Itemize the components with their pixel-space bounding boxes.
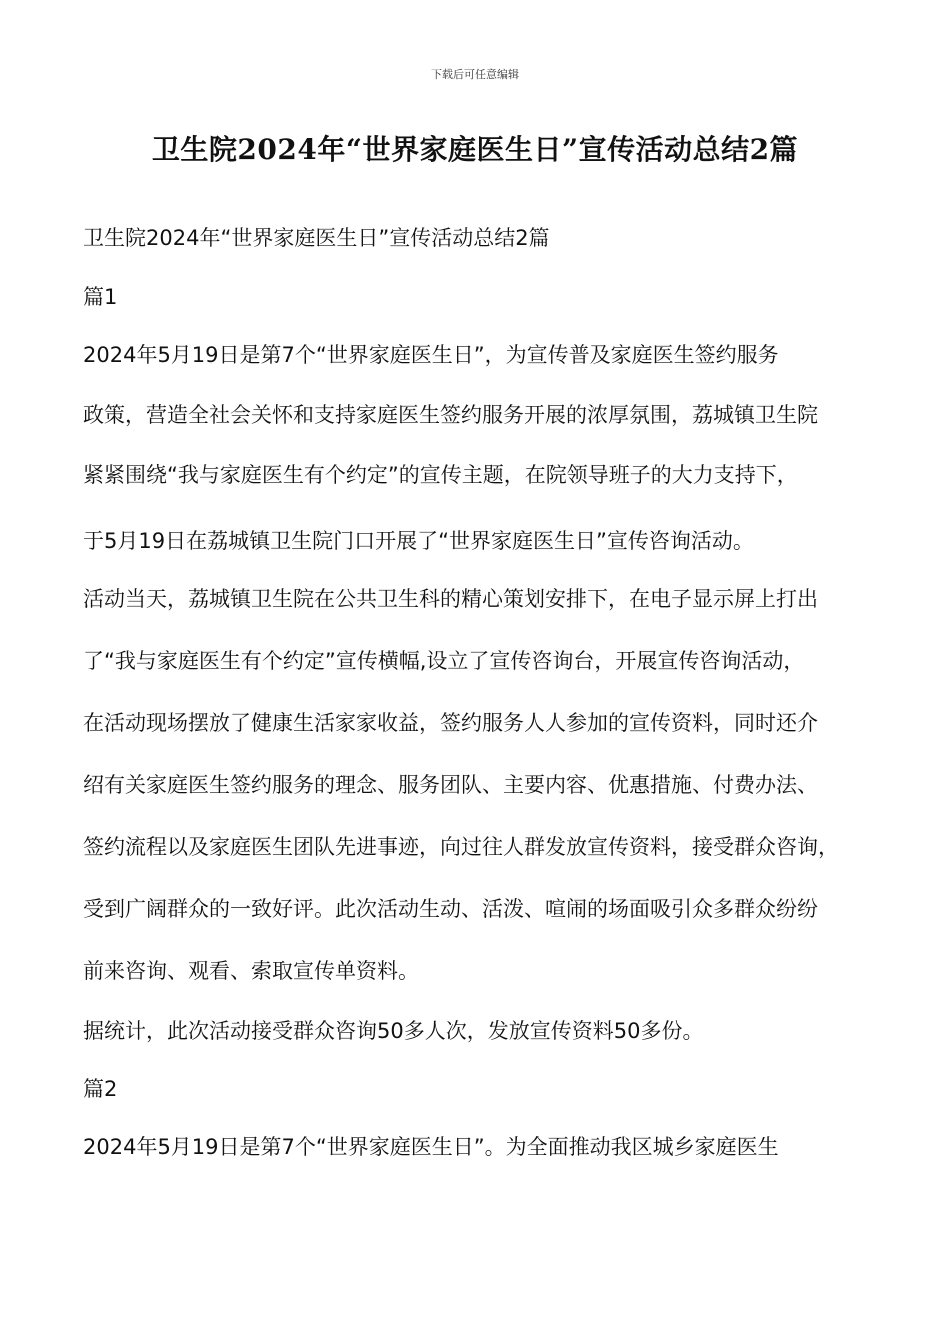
body-line: 前来咨询、观看、索取宣传单资料。 <box>83 959 419 983</box>
body-line-section-1: 篇1 <box>83 285 118 309</box>
body-line: 签约流程以及家庭医生团队先进事迹，向过往人群发放宣传资料，接受群众咨询， <box>83 835 839 859</box>
body-line: 据统计，此次活动接受群众咨询50多人次，发放宣传资料50多份。 <box>83 1019 704 1043</box>
body-line: 绍有关家庭医生签约服务的理念、服务团队、主要内容、优惠措施、付费办法、 <box>83 773 818 797</box>
body-line: 在活动现场摆放了健康生活家家收益，签约服务人人参加的宣传资料，同时还介 <box>83 711 818 735</box>
document-title: 卫生院2024年“世界家庭医生日”宣传活动总结2篇 <box>151 133 799 166</box>
body-line: 活动当天，荔城镇卫生院在公共卫生科的精心策划安排下，在电子显示屏上打出 <box>83 587 818 611</box>
body-line: 了“我与家庭医生有个约定”宣传横幅,设立了宣传咨询台，开展宣传咨询活动， <box>83 649 805 673</box>
body-line: 2024年5月19日是第7个“世界家庭医生日”。为全面推动我区城乡家庭医生 <box>83 1135 779 1159</box>
body-line-subtitle: 卫生院2024年“世界家庭医生日”宣传活动总结2篇 <box>83 226 550 250</box>
body-line: 受到广阔群众的一致好评。此次活动生动、活泼、喧闹的场面吸引众多群众纷纷 <box>83 897 818 921</box>
body-line: 政策，营造全社会关怀和支持家庭医生签约服务开展的浓厚氛围，荔城镇卫生院 <box>83 403 818 427</box>
body-line: 紧紧围绕“我与家庭医生有个约定”的宣传主题，在院领导班子的大力支持下， <box>83 463 798 487</box>
body-line: 于5月19日在荔城镇卫生院门口开展了“世界家庭医生日”宣传咨询活动。 <box>83 529 754 553</box>
body-line-section-2: 篇2 <box>83 1077 118 1101</box>
body-line: 2024年5月19日是第7个“世界家庭医生日”，为宣传普及家庭医生签约服务 <box>83 343 779 367</box>
header-note: 下载后可任意编辑 <box>431 68 519 81</box>
